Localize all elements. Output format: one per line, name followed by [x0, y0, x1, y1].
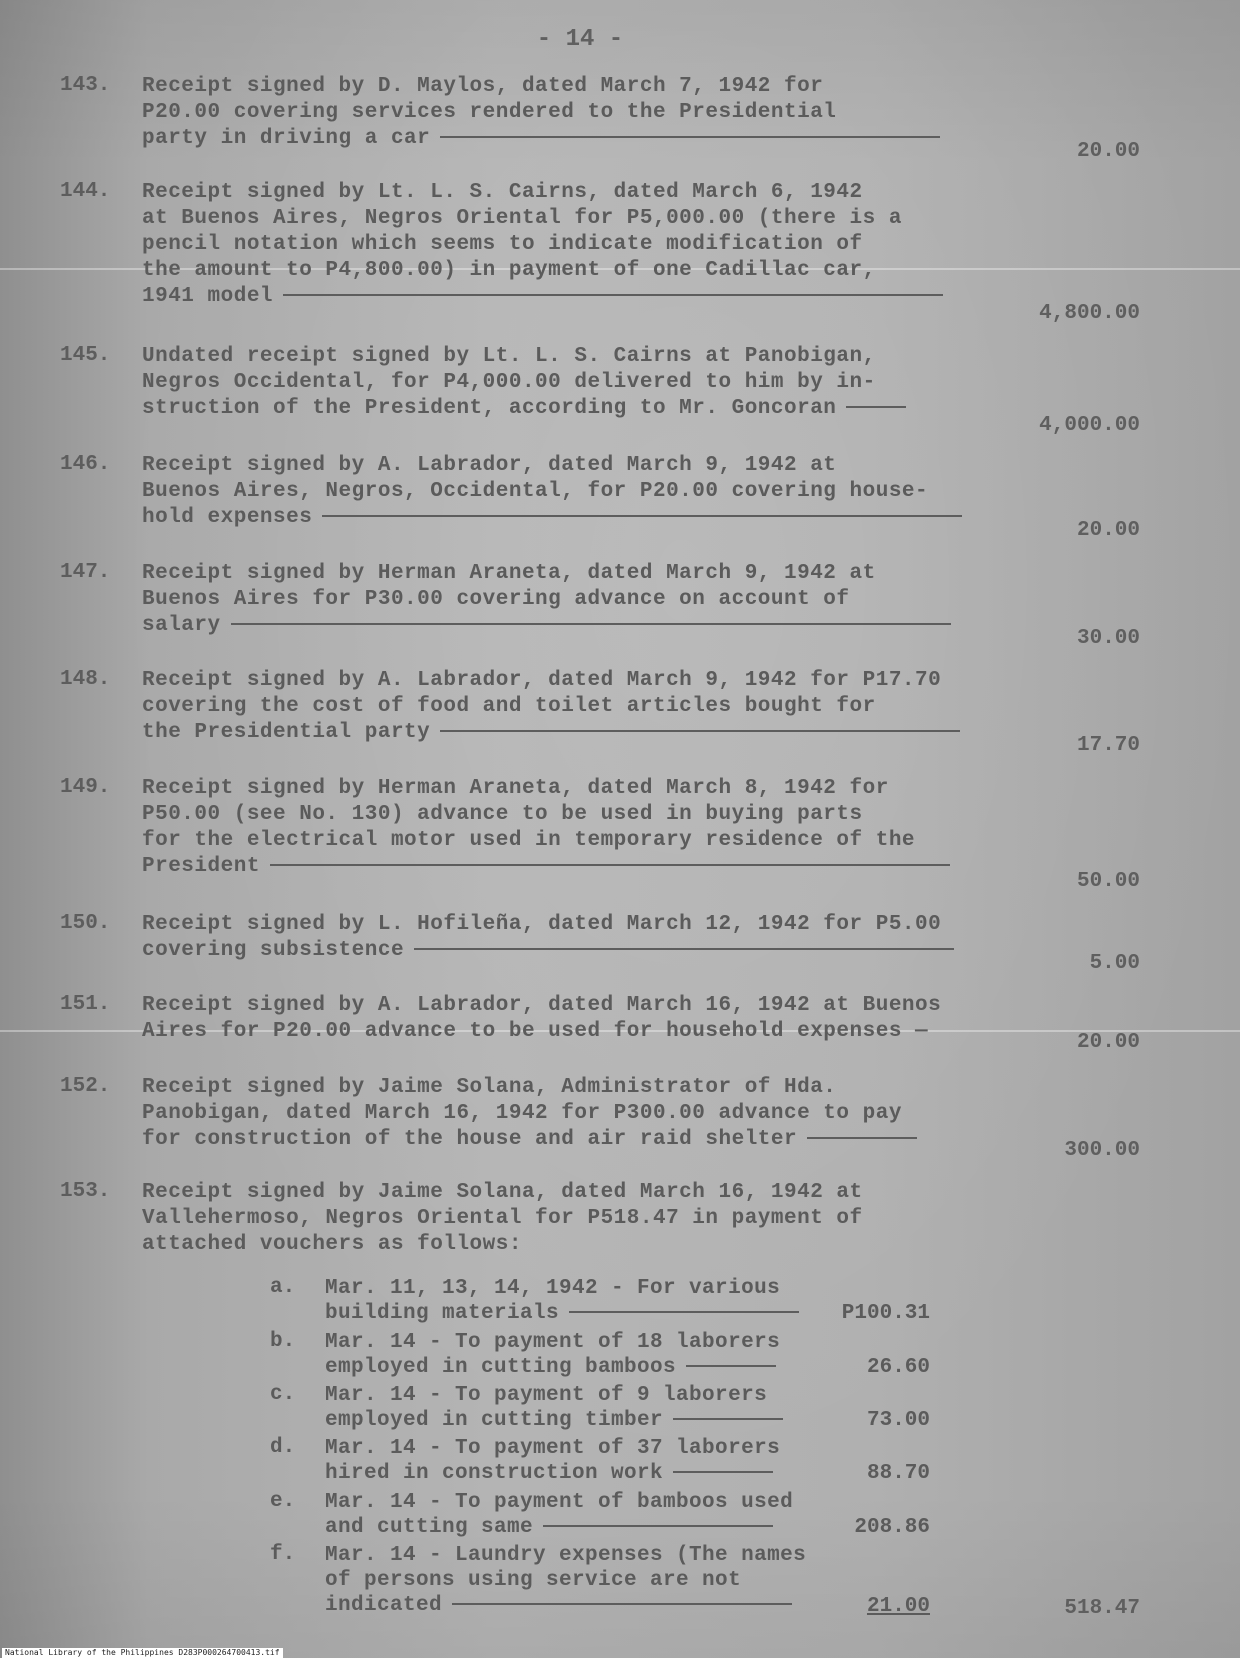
subitem-line-text: and cutting same: [325, 1516, 534, 1539]
subitem-line: [325, 1408, 845, 1433]
leader-line: [673, 1471, 773, 1473]
entry-line: Undated receipt signed by Lt. L. S. Cairns at Panobigan,: [142, 345, 876, 368]
subitem-text: [325, 1543, 845, 1618]
entry-line: [142, 720, 982, 746]
subitem-amount: 208.86: [854, 1516, 930, 1539]
entry-text: [142, 344, 982, 422]
entry-line: Receipt signed by Jaime Solana, Administrator of Hda.: [142, 1076, 837, 1099]
entry-line-text: the Presidential party: [142, 721, 431, 744]
leader-line: [440, 136, 940, 138]
entry-number: 147.: [60, 561, 111, 584]
subitem-letter: e.: [270, 1490, 296, 1513]
subitem-amount: 88.70: [866, 1462, 930, 1485]
entry-number: 151.: [60, 993, 111, 1016]
leader-line: [673, 1418, 783, 1420]
subitem-line: of persons using service are not: [325, 1569, 742, 1592]
page-number: - 14 -: [536, 26, 624, 53]
entry-line: Receipt signed by D. Maylos, dated March 7, 1942 for: [142, 75, 824, 98]
entry-line: Receipt signed by Jaime Solana, dated March 16, 1942 at: [142, 1181, 863, 1204]
subitem-line-text: employed in cutting bamboos: [325, 1356, 677, 1379]
entry-line: for the electrical motor used in temporary residence of the: [142, 829, 916, 852]
entry-amount: 50.00: [1076, 870, 1140, 893]
subitem-line: [325, 1593, 845, 1618]
entry-line: Receipt signed by A. Labrador, dated March 16, 1942 at Buenos: [142, 994, 942, 1017]
leader-line: [270, 864, 950, 866]
entry-line: Buenos Aires, Negros, Occidental, for P20.00 covering house-: [142, 480, 929, 503]
subitem-line: [325, 1515, 845, 1540]
leader-line: [322, 515, 962, 517]
entry-number: 149.: [60, 776, 111, 799]
entry-line: at Buenos Aires, Negros Oriental for P5,000.00 (there is a: [142, 207, 902, 230]
entry-line-text: hold expenses: [142, 506, 313, 529]
entry-line: the amount to P4,800.00) in payment of one Cadillac car,: [142, 259, 876, 282]
subitem-amount: 26.60: [866, 1356, 930, 1379]
entry-line: [142, 284, 982, 310]
entry-amount: 4,800.00: [1039, 302, 1140, 325]
entry-line: P50.00 (see No. 130) advance to be used in buying parts: [142, 803, 863, 826]
entry-text: [142, 1075, 982, 1153]
entry-text: [142, 1180, 982, 1258]
entry-number: 143.: [60, 74, 111, 97]
entry-amount: 5.00: [1089, 952, 1140, 975]
leader-line: [440, 730, 960, 732]
entry-line: [142, 854, 982, 880]
entry-amount: 300.00: [1064, 1139, 1140, 1162]
entry-number: 145.: [60, 344, 111, 367]
leader-line: [569, 1311, 799, 1313]
entry-number: 153.: [60, 1180, 111, 1203]
entry-line: Receipt signed by A. Labrador, dated March 9, 1942 at: [142, 454, 837, 477]
entry-line: [142, 505, 982, 531]
entry-line-text: for construction of the house and air raid shelter: [142, 1128, 798, 1151]
subitem-text: [325, 1383, 845, 1433]
entry-line: Panobigan, dated March 16, 1942 for P300.00 advance to pay: [142, 1102, 902, 1125]
entry-line-text: President: [142, 855, 260, 878]
subitem-text: [325, 1436, 845, 1486]
entry-line: pencil notation which seems to indicate modification of: [142, 233, 863, 256]
leader-line: [231, 623, 951, 625]
leader-line: [846, 406, 906, 408]
subitem-line-text: hired in construction work: [325, 1462, 664, 1485]
entry-line: Buenos Aires for P30.00 covering advance on account of: [142, 588, 850, 611]
subitem-text: [325, 1276, 845, 1326]
entry-text: [142, 993, 982, 1045]
entry-line-text: 1941 model: [142, 285, 274, 308]
subitem-line: Mar. 14 - To payment of 37 laborers: [325, 1437, 781, 1460]
entry-text: [142, 561, 982, 639]
entry-line: [142, 396, 982, 422]
leader-line: [686, 1365, 776, 1367]
entry-line: covering the cost of food and toilet articles bought for: [142, 695, 876, 718]
subitem-text: [325, 1490, 845, 1540]
entry-text: [142, 912, 982, 964]
entry-amount: 20.00: [1076, 1031, 1140, 1054]
subitem-line: [325, 1355, 845, 1380]
subitem-line: Mar. 11, 13, 14, 1942 - For various: [325, 1277, 781, 1300]
subitem-letter: d.: [270, 1436, 296, 1459]
entry-line-text: covering subsistence: [142, 939, 405, 962]
leader-line: [807, 1137, 917, 1139]
entry-amount: 4,000.00: [1039, 414, 1140, 437]
entry-line: Receipt signed by L. Hofileña, dated March 12, 1942 for P5.00: [142, 913, 942, 936]
entry-number: 150.: [60, 912, 111, 935]
footer-caption: National Library of the Philippines D283P000264700413.tif: [2, 1648, 283, 1658]
entry-text: [142, 776, 982, 880]
subitem-letter: b.: [270, 1330, 296, 1353]
entry-line: Negros Occidental, for P4,000.00 delivered to him by in-: [142, 371, 876, 394]
subitem-line: Mar. 14 - To payment of bamboos used: [325, 1491, 794, 1514]
entry-line: attached vouchers as follows:: [142, 1233, 522, 1256]
entry-line: [142, 938, 982, 964]
entry-line: P20.00 covering services rendered to the Presidential: [142, 101, 837, 124]
subitem-amount: 21.00: [866, 1595, 930, 1618]
entry-line: Receipt signed by Lt. L. S. Cairns, dated March 6, 1942: [142, 181, 863, 204]
entry-line-text: party in driving a car: [142, 127, 431, 150]
subitem-letter: c.: [270, 1383, 296, 1406]
entry-text: [142, 453, 982, 531]
subitem-text: [325, 1330, 845, 1380]
entry-amount-153: 518.47: [1064, 1597, 1140, 1620]
leader-line: [452, 1603, 792, 1605]
entry-line: Vallehermoso, Negros Oriental for P518.47 in payment of: [142, 1207, 863, 1230]
subitem-line-text: indicated: [325, 1594, 443, 1617]
subitem-line: [325, 1301, 845, 1326]
subitem-line: Mar. 14 - Laundry expenses (The names: [325, 1544, 807, 1567]
entry-amount: 20.00: [1076, 519, 1140, 542]
subitem-amount: P100.31: [841, 1302, 930, 1325]
subitem-letter: f.: [270, 1543, 296, 1566]
entry-text: [142, 74, 982, 152]
subitem-amount: 73.00: [866, 1409, 930, 1432]
entry-line: Aires for P20.00 advance to be used for household expenses —: [142, 1020, 929, 1043]
entry-line: Receipt signed by Herman Araneta, dated March 8, 1942 for: [142, 777, 889, 800]
entry-amount: 17.70: [1076, 734, 1140, 757]
subitem-letter: a.: [270, 1276, 296, 1299]
entry-amount: 20.00: [1076, 140, 1140, 163]
entry-line: [142, 613, 982, 639]
subitem-line-text: building materials: [325, 1302, 560, 1325]
subitem-line: Mar. 14 - To payment of 9 laborers: [325, 1384, 768, 1407]
entry-text: [142, 180, 982, 310]
entry-amount: 30.00: [1076, 627, 1140, 650]
subitem-line: [325, 1461, 845, 1486]
subitem-line-text: employed in cutting timber: [325, 1409, 664, 1432]
entry-line: [142, 126, 982, 152]
entry-line: Receipt signed by Herman Araneta, dated March 9, 1942 at: [142, 562, 876, 585]
entry-number: 152.: [60, 1075, 111, 1098]
entry-line: [142, 1127, 982, 1153]
entry-number: 148.: [60, 668, 111, 691]
leader-line: [543, 1525, 773, 1527]
entry-text: [142, 668, 982, 746]
leader-line: [283, 294, 943, 296]
entry-line: Receipt signed by A. Labrador, dated March 9, 1942 for P17.70: [142, 669, 942, 692]
subitem-line: Mar. 14 - To payment of 18 laborers: [325, 1331, 781, 1354]
entry-line-text: struction of the President, according to Mr. Goncoran: [142, 397, 837, 420]
entry-line-text: salary: [142, 614, 221, 637]
entry-number: 144.: [60, 180, 111, 203]
entry-number: 146.: [60, 453, 111, 476]
leader-line: [414, 948, 954, 950]
